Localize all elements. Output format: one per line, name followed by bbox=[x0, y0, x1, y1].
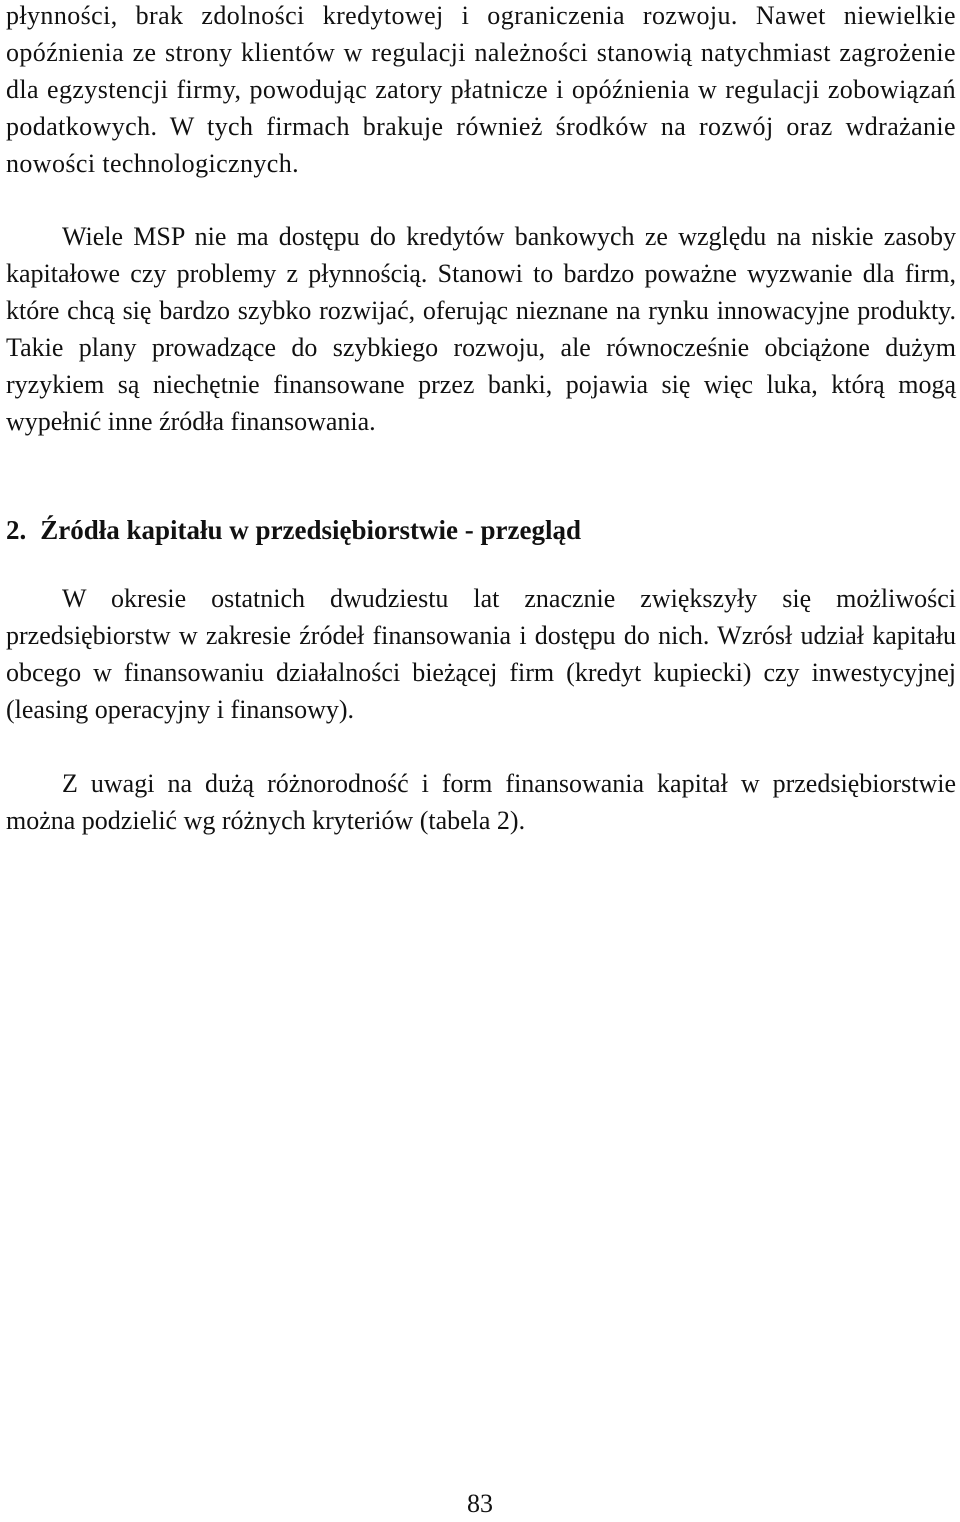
section-heading bbox=[6, 510, 581, 550]
paragraph-financing-sources: W okresie ostatnich dwudziestu lat znacznie zwiększyły się możliwości przedsiębiorstw w zakresie źródeł finansowania i dostępu do nich. Wzrósł udział kapitału obcego w finansowaniu działalności bieżącej firm (kredyt kupiecki) czy inwestycyjnej (leasing operacyjny i finansowy). bbox=[6, 584, 956, 724]
section-title: Źródła kapitału w przedsiębiorstwie - przegląd bbox=[40, 515, 581, 545]
section-number: 2. bbox=[6, 515, 27, 545]
paragraph-capital-classification: Z uwagi na dużą różnorodność i form finansowania kapitał w przedsiębiorstwie można podzielić wg różnych kryteriów (tabela 2). bbox=[6, 769, 956, 835]
page-number: 83 bbox=[467, 1489, 493, 1518]
paragraph-liquidity-issues: płynności, brak zdolności kredytowej i ograniczenia rozwoju. Nawet niewielkie opóźnienia ze strony klientów w regulacji należności stanowią natychmiast zagrożenie dla egzystencji firmy, powodując zatory płatnicze i opóźnienia w regulacji zobowiązań podatkowych. W tych firmach brakuje również środków na rozwój oraz wdrażanie nowości technologicznych. bbox=[6, 1, 956, 178]
paragraph-msp-credit-access: Wiele MSP nie ma dostępu do kredytów bankowych ze względu na niskie zasoby kapitałowe czy problemy z płynnością. Stanowi to bardzo poważne wyzwanie dla firm, które chcą się bardzo szybko rozwijać, oferując nieznane na rynku innowacyjne produkty. Takie plany prowadzące do szybkiego rozwoju, ale równocześnie obciążone dużym ryzykiem są niechętnie finansowane przez banki, pojawia się więc luka, którą mogą wypełnić inne źródła finansowania. bbox=[6, 222, 956, 436]
